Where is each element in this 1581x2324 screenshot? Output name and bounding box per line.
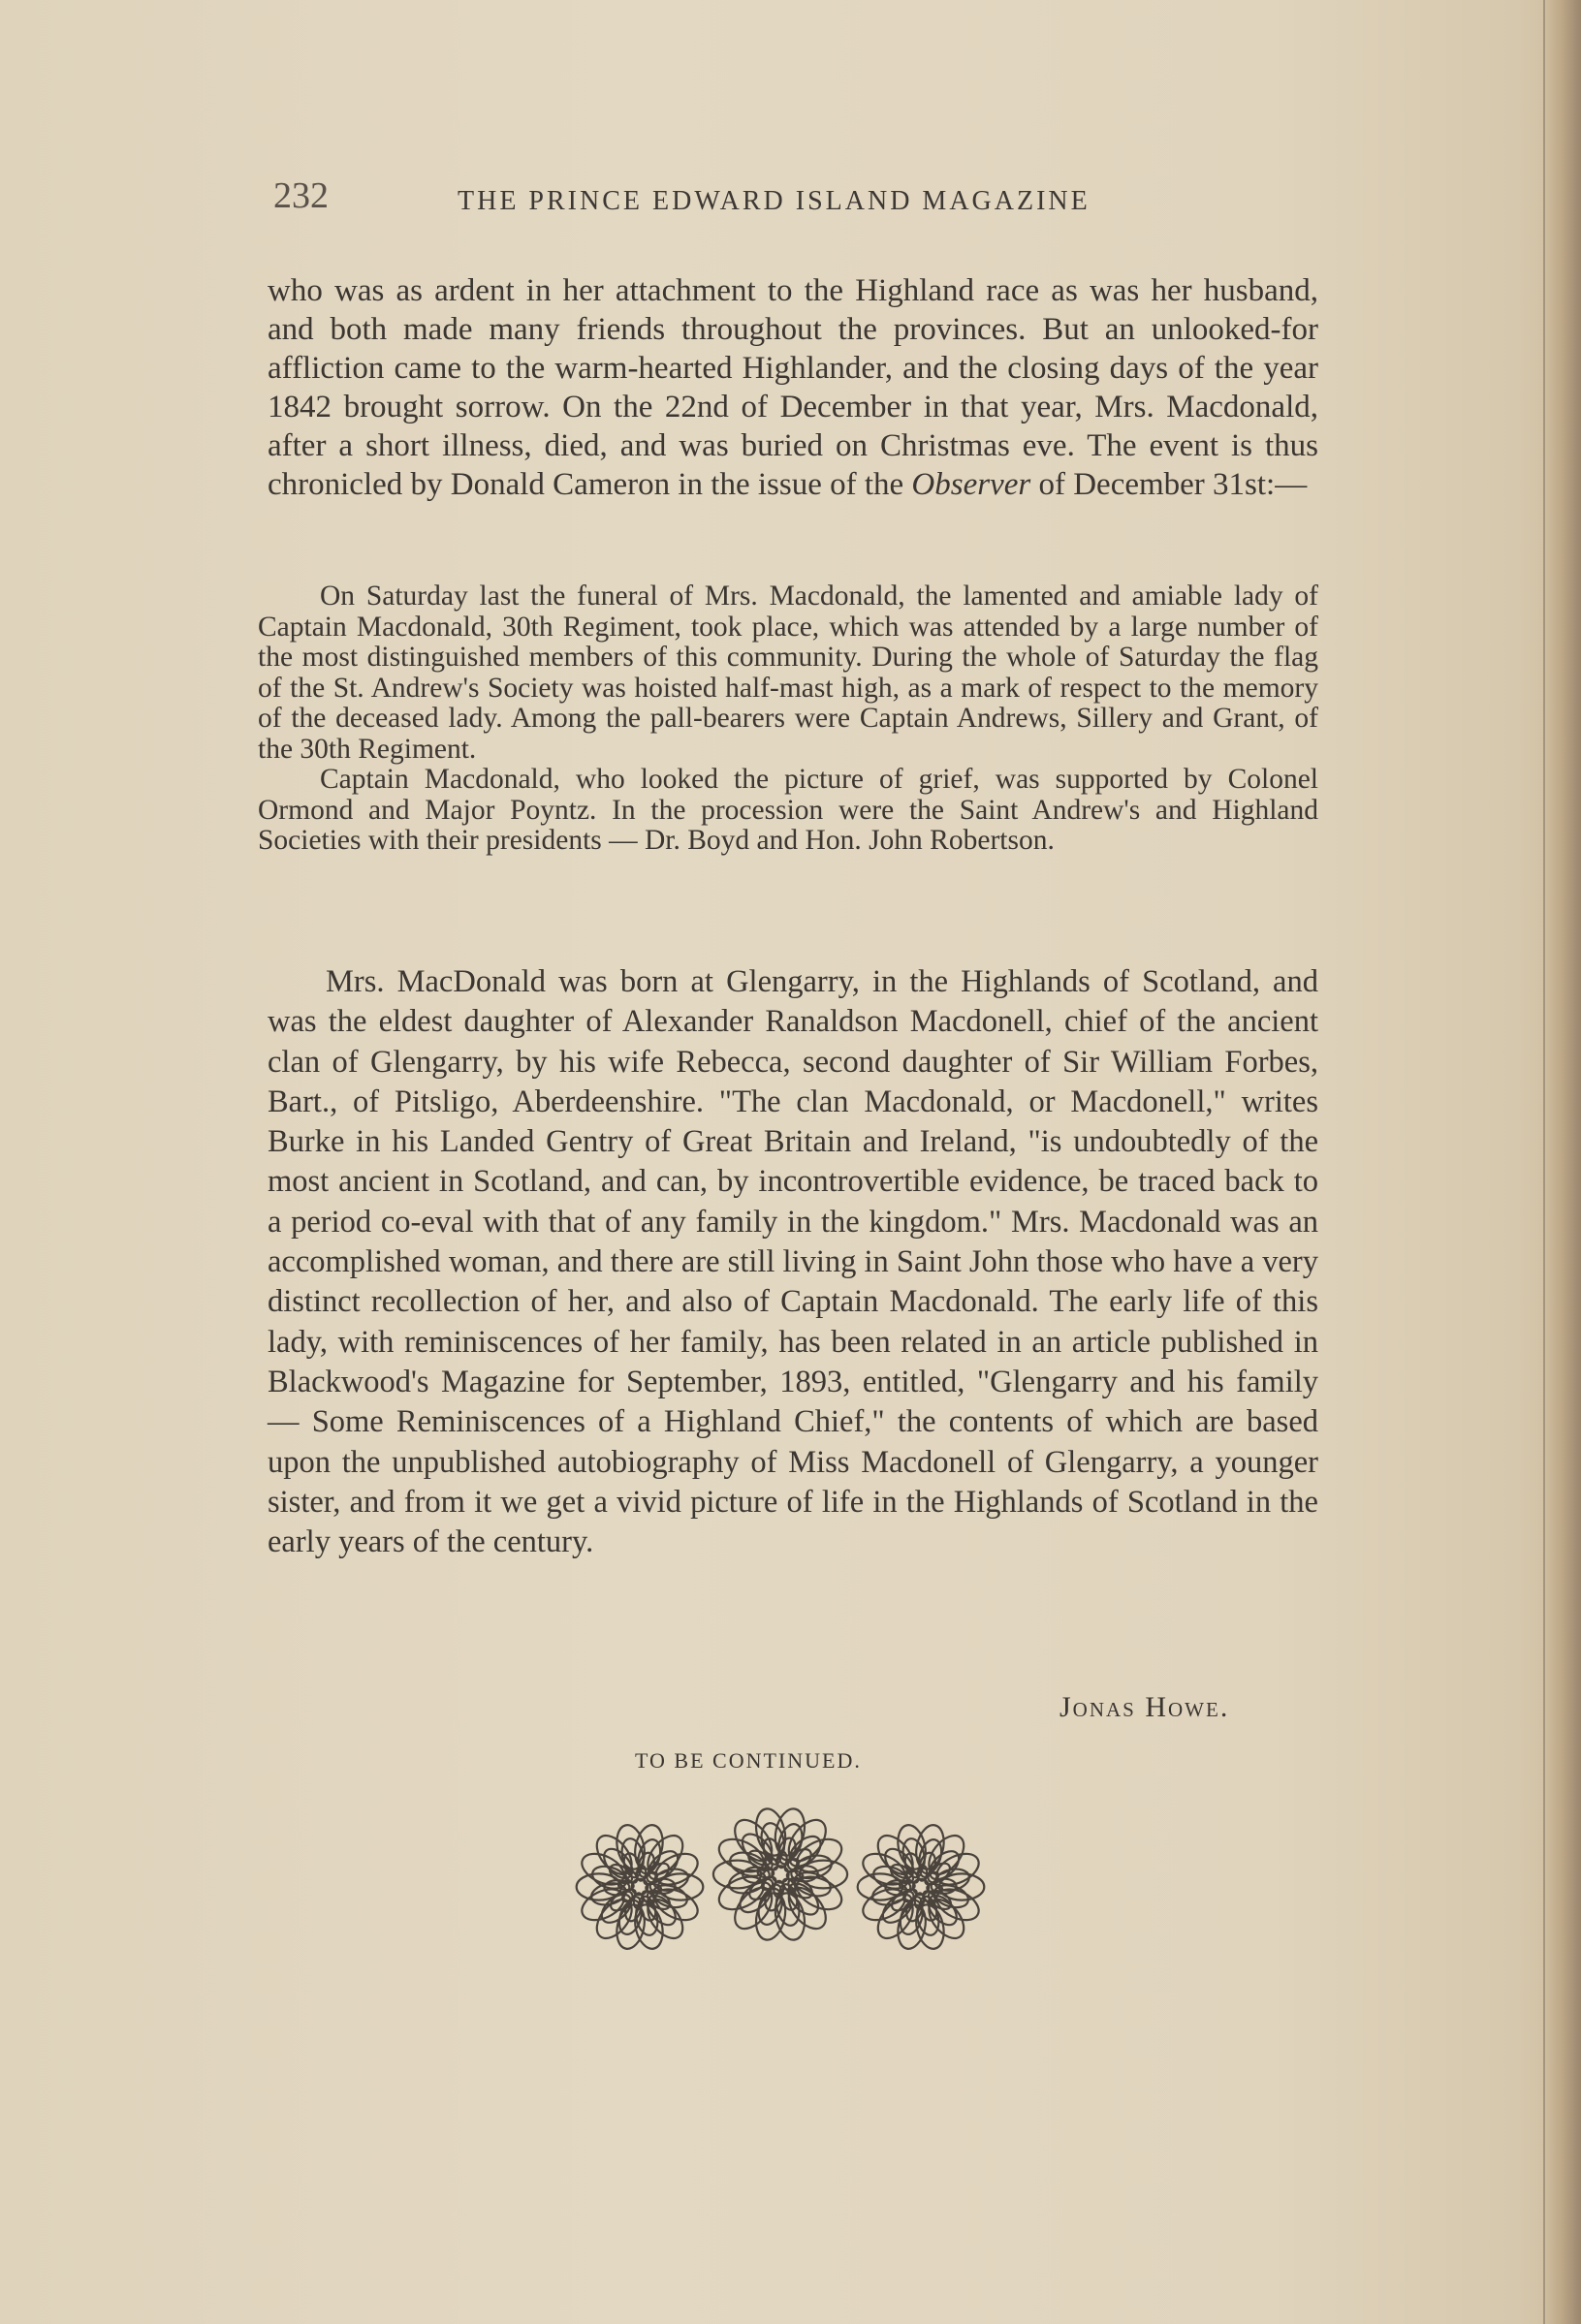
rosette-3 <box>858 1822 985 1951</box>
paragraph-1 <box>268 271 1318 504</box>
quotation-paragraph-1: On Saturday last the funeral of Mrs. Macdonald, the lamented and amiable lady of Captain Macdonald, 30th Regiment, took place, which was attended by a large number of the most distinguished members of this community. During the whole of Saturday the flag of the St. Andrew's Society was hoisted half-mast high, as a mark of respect to the memory of the deceased lady. Among the pall-bearers were Captain Andrews, Sillery and Grant, of the 30th Regiment. <box>258 581 1318 765</box>
paragraph-2 <box>268 962 1318 1562</box>
page-edge-shadow <box>1542 0 1581 2324</box>
running-head: THE PRINCE EDWARD ISLAND MAGAZINE <box>458 186 1091 216</box>
floral-ornament-icon <box>562 1805 998 1960</box>
observer-italic: Observer <box>911 467 1031 502</box>
page-header <box>273 174 1243 233</box>
paragraph-2-text: Mrs. MacDonald was born at Glengarry, in the Highlands of Scotland, and was the eldest daughter of Alexander Ranaldson Macdonell, chief of the ancient clan of Glengarry, by his wife Rebecca, second daughter of Sir William Forbes, Bart., of Pitsligo, Aberdeenshire. "The clan Macdonald, or Macdonell," writes Burke in his Landed Gentry of Great Britain and Ireland, "is undoubtedly of the most ancient in Scotland, and can, by incontrovertible evidence, be traced back to a period co-eval with that of any family in the kingdom." Mrs. Macdonald was an accomplished woman, and there are still living in Saint John those who have a very distinct recollection of her, and also of Captain Macdonald. The early life of this lady, with reminiscences of her family, has been related in an article published in Blackwood's Magazine for September, 1893, entitled, "Glengarry and his family — Some Reminiscences of a Highland Chief," the contents of which are based upon the unpublished autobiography of Miss Macdonell of Glengarry, a younger sister, and from it we get a vivid picture of life in the Highlands of Scotland in the early years of the century. <box>268 964 1318 1560</box>
author-signature: Jonas Howe. <box>1059 1691 1230 1723</box>
rosette-2 <box>713 1806 847 1942</box>
paragraph-1-text <box>268 271 1318 504</box>
rosette-1 <box>577 1822 704 1951</box>
to-be-continued-note: TO BE CONTINUED. <box>635 1748 862 1773</box>
page-number: 232 <box>273 175 329 216</box>
quotation-paragraph-2: Captain Macdonald, who looked the picture of grief, was supported by Colonel Ormond and Major Poyntz. In the procession were the Saint Andrew's and Highland Societies with their presidents — Dr. Boyd and Hon. John Robertson. <box>258 764 1318 856</box>
paragraph-1-after-italic: of December 31st:— <box>1030 467 1308 502</box>
page-edge-line <box>1543 0 1545 2324</box>
quotation-block <box>258 581 1318 857</box>
paragraph-1-before-italic: who was as ardent in her attachment to the Highland race as was her husband, and both made many friends throughout the provinces. But an unlooked-for affliction came to the warm-hearted Highlander, and the closing days of the year 1842 brought sorrow. On the 22nd of December in that year, Mrs. Macdonald, after a short illness, died, and was buried on Christmas eve. The event is thus chronicled by Donald Cameron in the issue of the <box>268 273 1318 502</box>
